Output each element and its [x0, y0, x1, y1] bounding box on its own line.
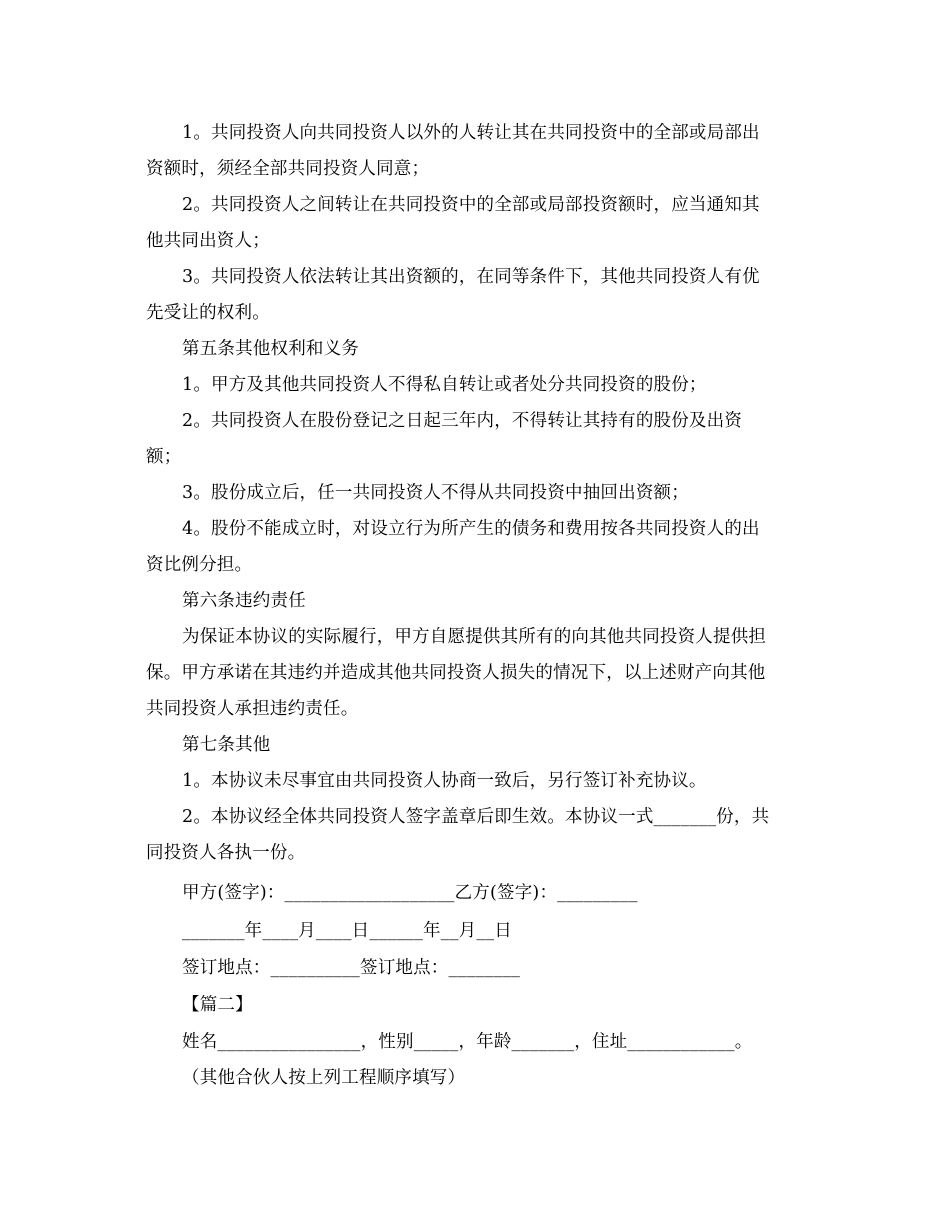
paragraph-line: 他共同出资人； — [146, 231, 270, 251]
form-line: 姓名________________，性别_____，年龄_______，住址____________。 — [182, 1032, 753, 1052]
paragraph-line: 为保证本协议的实际履行，甲方自愿提供其所有的向其他共同投资人提供担 — [182, 627, 767, 647]
paragraph-line: 3。共同投资人依法转让其出资额的，在同等条件下，其他共同投资人有优 — [182, 267, 760, 287]
signing-place-line: 签订地点：__________签订地点：________ — [182, 958, 521, 978]
section-heading: 【篇二】 — [182, 995, 253, 1015]
date-line: _______年____月____日______年__月__日 — [182, 921, 512, 941]
paragraph-line: 2。共同投资人在股份登记之日起三年内，不得转让其持有的股份及出资 — [182, 411, 743, 431]
paragraph-line: 先受让的权利。 — [146, 303, 270, 323]
paragraph-line: 3。股份成立后，任一共同投资人不得从共同投资中抽回出资额； — [182, 483, 689, 503]
signature-line: 甲方(签字)：___________________乙方(签字)：_________ — [182, 883, 638, 903]
paragraph-line: 1。甲方及其他共同投资人不得私自转让或者处分共同投资的股份； — [182, 375, 707, 395]
paragraph-line: 2。本协议经全体共同投资人签字盖章后即生效。本协议一式_______份，共 — [182, 807, 770, 827]
paragraph-line: 4。股份不能成立时，对设立行为所产生的债务和费用按各共同投资人的出 — [182, 519, 760, 539]
paragraph-line: 1。共同投资人向共同投资人以外的人转让其在共同投资中的全部或局部出 — [182, 123, 760, 143]
note-line: （其他合伙人按上列工程顺序填写） — [182, 1068, 466, 1088]
paragraph-line: 1。本协议未尽事宜由共同投资人协商一致后，另行签订补充协议。 — [182, 771, 707, 791]
paragraph-line: 额； — [146, 447, 182, 467]
paragraph-line: 保。甲方承诺在其违约并造成其他共同投资人损失的情况下，以上述财产向其他 — [146, 663, 766, 683]
paragraph-line: 共同投资人承担违约责任。 — [146, 699, 359, 719]
section-heading: 第七条其他 — [182, 735, 271, 755]
section-heading: 第六条违约责任 — [182, 591, 306, 611]
paragraph-line: 同投资人各执一份。 — [146, 843, 306, 863]
paragraph-line: 资比例分担。 — [146, 555, 253, 575]
paragraph-line: 2。共同投资人之间转让在共同投资中的全部或局部投资额时，应当通知其 — [182, 195, 760, 215]
section-heading: 第五条其他权利和义务 — [182, 339, 359, 359]
paragraph-line: 资额时，须经全部共同投资人同意； — [146, 159, 430, 179]
